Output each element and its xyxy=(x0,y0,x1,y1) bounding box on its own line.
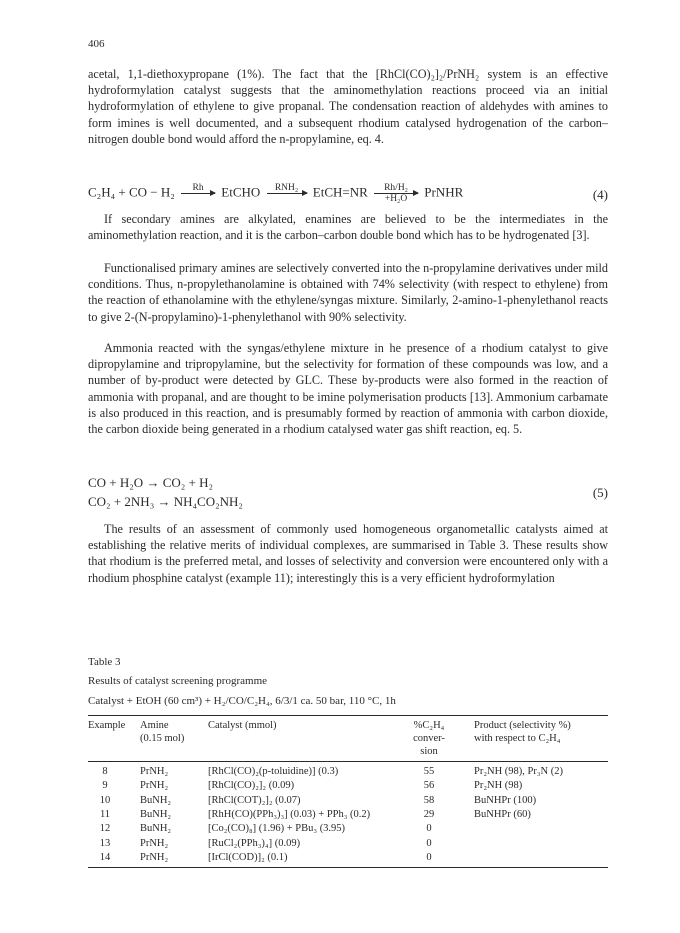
table-cell-amine: PrNH₂ xyxy=(140,766,169,777)
header-amine: Amine xyxy=(140,720,169,731)
eq4-arrow-2 xyxy=(267,183,307,204)
header-catalyst: Catalyst (mmol) xyxy=(208,720,277,731)
table-cell-conversion: 29 xyxy=(423,808,435,820)
paragraph-2-text: If secondary amines are alkylated, enamines are believed to be the intermediates in the aminomethylation reaction, and it is the carbon–carbon double bond which has to be hydrogenated [3]. xyxy=(88,212,608,243)
table-cell-example: 12 xyxy=(99,823,111,835)
table-cell-example: 9 xyxy=(102,780,108,792)
header-product-basis: with respect to C₂H₄ xyxy=(474,733,561,744)
header-conversion-1: %C₂H₄ xyxy=(413,720,445,731)
eq4-arrow-3-label-top: Rh/H₂ xyxy=(384,183,408,193)
table-cell-example: 8 xyxy=(102,766,108,777)
table-cell-conversion: 0 xyxy=(426,851,432,863)
table-cell-amine: BuNH₂ xyxy=(140,823,172,835)
paragraph-5 xyxy=(88,521,608,586)
paragraph-2 xyxy=(88,211,608,243)
eq4-rhs: PrNHR xyxy=(424,184,464,200)
table-cell-conversion: 56 xyxy=(423,780,435,792)
table-cell-conversion: 0 xyxy=(426,837,432,849)
equation-4-reaction xyxy=(88,183,463,204)
eq4-arrow-3 xyxy=(374,183,418,204)
table-cell-amine: BuNH₂ xyxy=(140,808,172,820)
paragraph-1-text: acetal, 1,1-diethoxypropane (1%). The fact that the [RhCl(CO)₂]₂/PrNH₂ system is an effective hydroformylation catalyst suggests that the aminomethylation reactions proceed via an initial hydroformylation of ethylene to give propanal. The condensation reaction of aldehydes with amines to form imines is well documented, and a subsequent rhodium catalysed hydrogenation of the carbon–nitrogen double bond would afford the n-propylamine, eq. 4. xyxy=(88,67,608,146)
table-cell-amine: PrNH₂ xyxy=(140,780,169,792)
table-header-rule xyxy=(88,761,608,762)
table-cell-catalyst: [RhH(CO)(PPh₃)₃] (0.03) + PPh₃ (0.2) xyxy=(208,808,371,820)
paragraph-5-text: The results of an assessment of commonly used homogeneous organometallic catalysts aimed at establishing the relative merits of individual complexes, are summarised in Table 3. These results show that rhodium is the preferred metal, and losses of selectivity and conversion were encountered only with a rhodium phosphine catalyst (example 11); interestingly this is a very efficient hydroformylation xyxy=(88,522,608,585)
header-product: Product (selectivity %) xyxy=(474,720,571,731)
equation-4-number: (4) xyxy=(592,187,608,202)
paragraph-1 xyxy=(88,66,608,147)
eq4-intermediate-2: EtCH=NR xyxy=(312,184,368,200)
eq4-arrow-1-label: Rh xyxy=(192,183,204,193)
paragraph-3 xyxy=(88,260,608,325)
eq4-arrow-3-label-bottom: +H₂O xyxy=(384,194,408,204)
table-cell-conversion: 58 xyxy=(423,794,435,806)
table-cell-amine: PrNH₂ xyxy=(140,851,169,863)
equation-5 xyxy=(88,475,608,515)
table-cell-catalyst: [RhCl(COT)₂]₂ (0.07) xyxy=(208,794,301,806)
table-cell-catalyst: [RhCl(CO)₂(p-toluidine)] (0.3) xyxy=(208,766,339,777)
table-bottom-rule xyxy=(88,867,608,868)
header-conversion-2: conver- xyxy=(413,733,445,744)
page-number: 406 xyxy=(88,38,105,50)
eq5-line-1: CO + H₂O → CO₂ + H₂ xyxy=(88,475,214,490)
equation-5-number: (5) xyxy=(592,485,608,500)
table-cell-example: 10 xyxy=(99,794,111,806)
table-conditions: Catalyst + EtOH (60 cm³) + H₂/CO/C₂H₄, 6/3/1 ca. 50 bar, 110 °C, 1h xyxy=(88,695,396,707)
table-cell-example: 14 xyxy=(99,851,111,863)
eq4-arrow-2-label: RNH₂ xyxy=(274,183,299,193)
equation-4 xyxy=(88,183,608,209)
header-example: Example xyxy=(88,720,126,731)
table-cell-catalyst: [IrCl(COD)]₂ (0.1) xyxy=(208,851,288,863)
header-conversion-3: sion xyxy=(420,746,438,757)
table-top-rule xyxy=(88,715,608,716)
table-cell-example: 11 xyxy=(99,808,111,820)
table-cell-catalyst: [Co₂(CO)₈] (1.96) + PBu₃ (3.95) xyxy=(208,823,346,835)
table-title: Results of catalyst screening programme xyxy=(88,675,268,687)
table-cell-product: BuNHPr (100) xyxy=(474,794,537,806)
eq4-arrow-1 xyxy=(181,183,215,204)
table-label: Table 3 xyxy=(88,656,121,668)
paragraph-4-text: Ammonia reacted with the syngas/ethylene mixture in he presence of a rhodium catalyst to give dipropylamine and tripropylamine, but the selectivity for formation of these compounds was low, and a number of by-product were detected by GLC. These by-products were also formed in the reaction of ammonia with propanal, and are thought to be imine polymerisation products [13]. Ammonium carbamate is also produced in this reaction, and is presumably formed by reaction of ammonia with carbon dioxide, the carbon dioxide being generated in a rhodium catalysed water gas shift reaction, eq. 5. xyxy=(88,341,608,437)
eq4-lhs: C₂H₄ + CO − H₂ xyxy=(88,184,175,200)
table-cell-product: Pr₂NH (98), Pr₃N (2) xyxy=(474,766,563,777)
header-amine-qty: (0.15 mol) xyxy=(140,733,185,744)
table-cell-conversion: 0 xyxy=(426,823,432,835)
table-cell-amine: PrNH₂ xyxy=(140,837,169,849)
eq5-line-2: CO₂ + 2NH₃ → NH₄CO₂NH₂ xyxy=(88,494,243,509)
table-cell-catalyst: [RhCl(CO)₂]₂ (0.09) xyxy=(208,780,295,792)
table-cell-product: Pr₂NH (98) xyxy=(474,780,523,792)
table-cell-catalyst: [RuCl₂(PPh₃)₄] (0.09) xyxy=(208,837,301,849)
table-cell-product: BuNHPr (60) xyxy=(474,808,531,820)
paragraph-3-text: Functionalised primary amines are selectively converted into the n-propylamine derivatives under mild conditions. Thus, n-propylethanolamine is obtained with 74% selectivity (with respect to ethylene) from the reaction of ethanolamine with the ethylene/syngas mixture. Similarly, 2-amino-1-phenylethanol reacts to give 2-(N-propylamino)-1-phenylethanol with 90% selectivity. xyxy=(88,261,608,324)
table-cell-amine: BuNH₂ xyxy=(140,794,172,806)
eq4-intermediate-1: EtCHO xyxy=(221,184,261,200)
table-cell-example: 13 xyxy=(99,837,111,849)
paragraph-4 xyxy=(88,340,608,437)
table-cell-conversion: 55 xyxy=(423,766,435,777)
